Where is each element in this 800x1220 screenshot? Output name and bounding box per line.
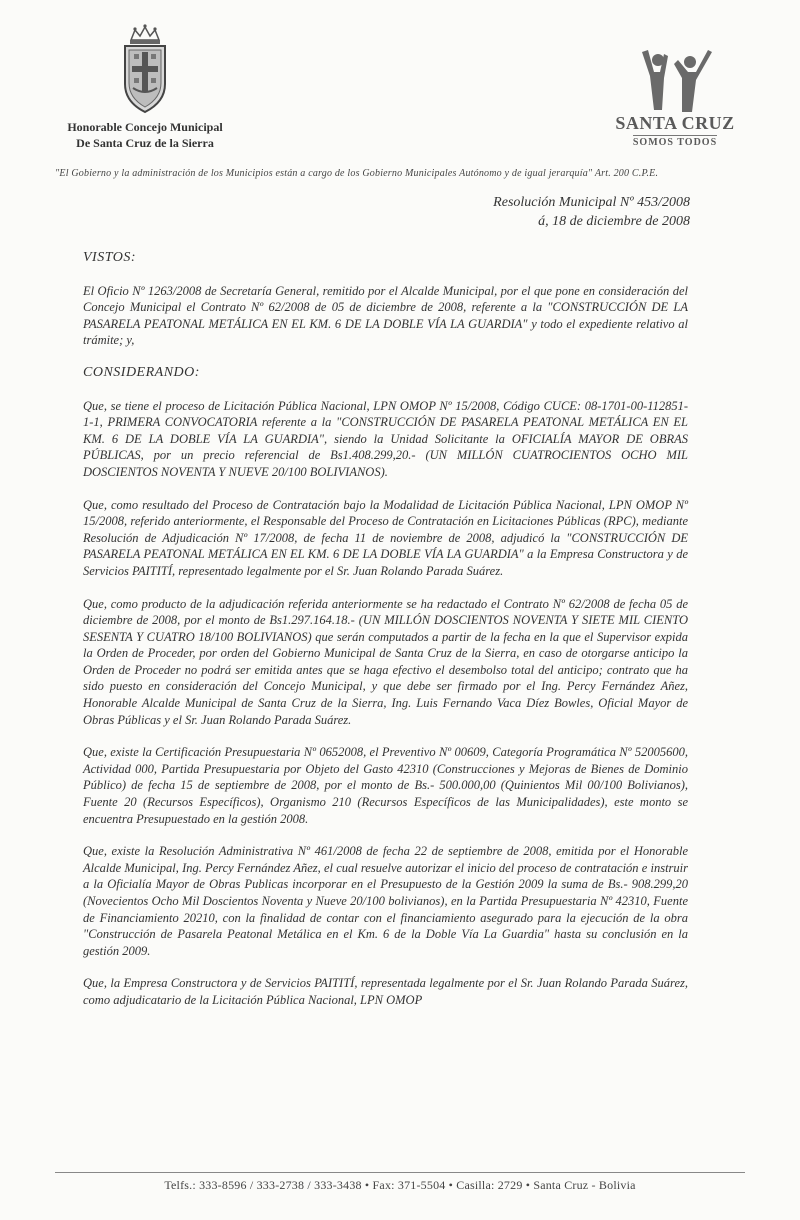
considerando-paragraph: Que, existe la Certificación Presupuestaria Nº 0652008, el Preventivo Nº 00609, Categoría Programática Nº 52005600, Actividad 000, Partida Presupuestaria por Objeto del Gasto 42310 (Construcciones y Mejoras de Bienes de Dominio Público) de fecha 15 de septiembre de 2008, por el monto de Bs.- 500.000,00 (Quinientos Mil 00/100 Bolivianos), Fuente 20 (Recursos Específicos), Organismo 210 (Recursos Específicos de las Municipalidades), este monto se encuentra Presupuestado en la gestión 2008. — [83, 745, 688, 826]
considerando-paragraph: Que, como producto de la adjudicación referida anteriormente se ha redactado el Contrato Nº 62/2008 de fecha 05 de diciembre de 2008, por el monto de Bs1.297.164.18.- (UN MILLÓN DOSCIENTOS NOVENTA Y SIETE MIL CIENTO SESENTA Y CUATRO 18/100 BOLIVIANOS) que serán computados a partir de la fecha en la que el Supervisor expida la Orden de Proceder, por orden del Gobierno Municipal de Santa Cruz de la Sierra, en caso de otorgarse anticipo la Orden de Proceder no podrá ser emitida antes que se haga efectivo el desembolso total del anticipo; contrato que ha sido puesto en consideración del Concejo Municipal, y que debe ser firmado por el Ing. Percy Fernández Añez, Honorable Alcalde Municipal de Santa Cruz de la Sierra, Ing. Luis Fernando Vaca Díez Bowles, Oficial Mayor de Obras Públicas y el Sr. Juan Rolando Parada Suárez. — [83, 596, 688, 727]
constitution-motto: "El Gobierno y la administración de los Municipios están a cargo de los Gobierno Municipales Autónomo y de igual jerarquía" Art. 200 C.P.E. — [55, 168, 659, 179]
people-figures-icon — [620, 50, 730, 116]
footer-divider — [55, 1172, 745, 1173]
resolution-heading — [493, 193, 690, 231]
vistos-paragraph: El Oficio Nº 1263/2008 de Secretaría General, remitido por el Alcalde Municipal, por el que pone en consideración del Concejo Municipal el Contrato Nº 62/2008 de 05 de diciembre de 2008, referente a la "CONSTRUCCIÓN DE LA PASARELA PEATONAL METÁLICA EN EL KM. 6 DE LA DOBLE VÍA LA GUARDIA" y todo el expediente relativo al trámite; y, — [83, 283, 688, 348]
document-body — [83, 250, 688, 1025]
footer-contact: Telfs.: 333-8596 / 333-2738 / 333-3438 • Fax: 371-5504 • Casilla: 2729 • Santa Cruz - Bolivia — [164, 1178, 636, 1192]
vistos-title: VISTOS: — [83, 250, 137, 265]
council-header — [45, 22, 245, 150]
resolution-date: á, 18 de diciembre de 2008 — [538, 214, 690, 229]
considerando-paragraph: Que, como resultado del Proceso de Contratación bajo la Modalidad de Licitación Pública Nacional, LPN OMOP Nº 15/2008, referido anteriormente, el Responsable del Proceso de Contratación en Licitaciones Públicas (RPC), mediante Resolución de Adjudicación Nº 17/2008, de fecha 11 de noviembre de 2008, adjudicó la "CONSTRUCCIÓN DE PASARELA PEATONAL METÁLICA EN EL KM. 6 DE LA DOBLE VÍA LA GUARDIA" a la Empresa Constructora y de Servicios PAITITÍ, representado legalmente por el Sr. Juan Rolando Parada Suárez. — [83, 497, 688, 578]
logo-subtitle: SOMOS TODOS — [632, 137, 718, 148]
santa-cruz-logo — [600, 50, 750, 150]
coat-of-arms-icon — [115, 22, 175, 118]
considerando-paragraph: Que, la Empresa Constructora y de Servicios PAITITÍ, representada legalmente por el Sr. Juan Rolando Parada Suárez, como adjudicatario de la Licitación Pública Nacional, LPN OMOP — [83, 976, 688, 1007]
considerando-title: CONSIDERANDO: — [83, 364, 200, 380]
resolution-number: Resolución Municipal Nº 453/2008 — [493, 195, 690, 210]
council-name-line1: Honorable Concejo Municipal — [67, 120, 223, 134]
considerando-paragraph: Que, existe la Resolución Administrativa Nº 461/2008 de fecha 22 de septiembre de 2008, emitida por el Honorable Alcalde Municipal, Ing. Percy Fernández Añez, el cual resuelve autorizar el inicio del proceso de contratación e instruir a la Oficialía Mayor de Obras Publicas incorporar en el Presupuesto de la Gestión 2009 la suma de Bs.- 908.299,20 (Novecientos Ocho Mil Doscientos Noventa y Nueve 20/100 bolivianos), en la Partida Presupuestaria Nº 42310, Fuente de Financiamiento 20210, con la finalidad de contar con el financiamiento asegurado para la ejecución de la obra "Construcción de Pasarela Peatonal Metálica en el Km. 6 de la Doble Vía La Guardia" hasta su conclusión en la gestión 2009. — [83, 844, 688, 958]
logo-title: SANTA CRUZ — [615, 113, 735, 133]
council-name-line2: De Santa Cruz de la Sierra — [76, 136, 214, 150]
considerando-paragraph: Que, se tiene el proceso de Licitación Pública Nacional, LPN OMOP Nº 15/2008, Código CUCE: 08-1701-00-112851-1-1, PRIMERA CONVOCATORIA referente a la "CONSTRUCCIÓN DE PASARELA PEATONAL METÁLICA EN EL KM. 6 DE LA DOBLE VÍA LA GUARDIA", siendo la Unidad Solicitante la OFICIALÍA MAYOR DE OBRAS PÚBLICAS, por un precio referencial de Bs1.408.299,20.- (UN MILLÓN CUATROCIENTOS OCHO MIL DOSCIENTOS NOVENTA Y NUEVE 20/100 BOLIVIANOS). — [83, 398, 688, 479]
